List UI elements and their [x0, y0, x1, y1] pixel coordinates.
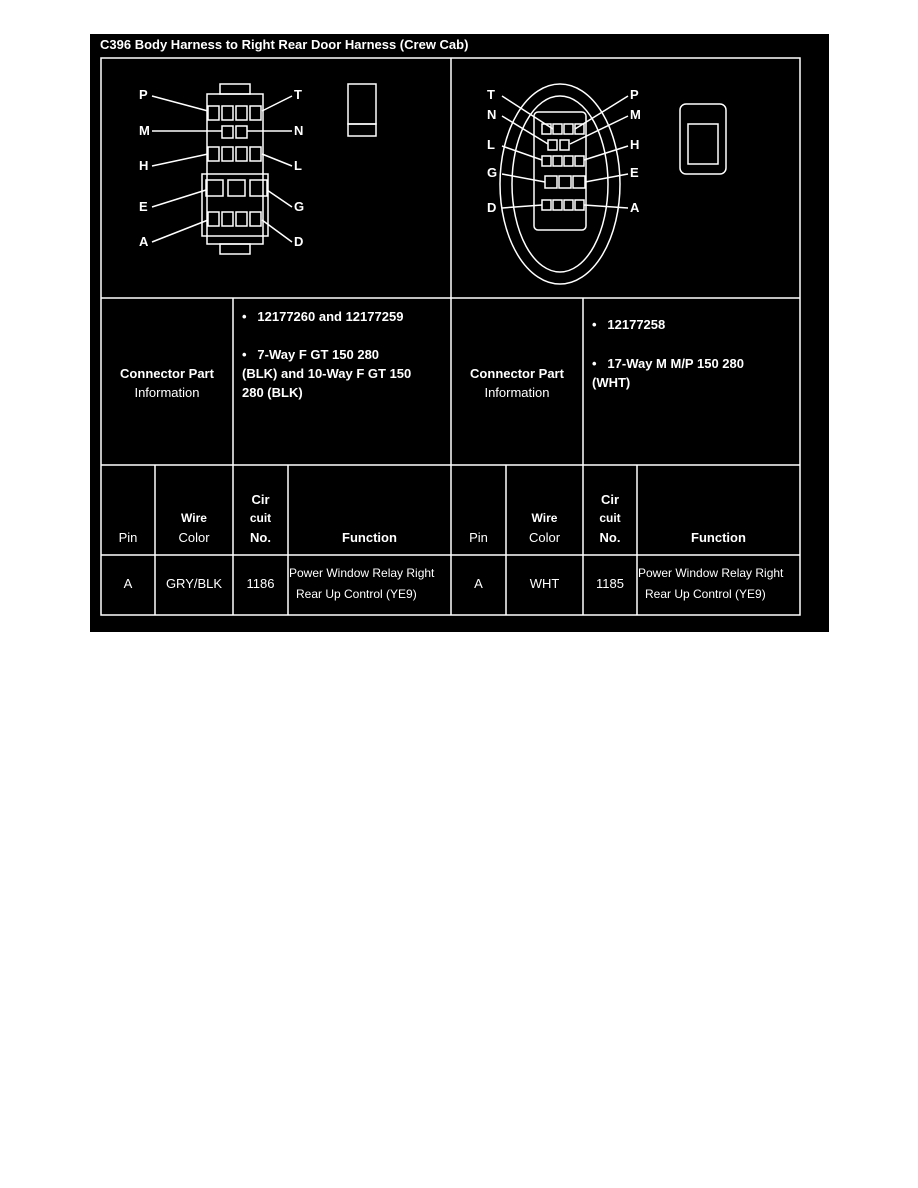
header-circuit: Cir cuit No.	[599, 492, 621, 545]
header-pin: Pin	[469, 530, 488, 545]
header-wire-color: Wire Color	[178, 511, 210, 545]
header-pin: Pin	[118, 530, 138, 545]
table-cell-wire-color: WHT	[529, 576, 560, 591]
header-wire-color: Wire Color	[528, 511, 561, 545]
table-cell-pin: A	[123, 576, 133, 591]
pin-label: G	[487, 165, 498, 180]
pin-label: P	[630, 87, 639, 102]
connector-info-label: Connector Part Information	[120, 366, 214, 400]
table-cell-pin: A	[474, 576, 483, 591]
table-cell-circuit: 1185	[596, 576, 624, 591]
pin-label: N	[487, 107, 497, 122]
connector-description: • 7-Way F GT 150 280 (BLK) and 10-Way F GT 150 280 (BLK)	[242, 347, 412, 400]
pin-label: T	[487, 87, 495, 102]
left-connector-diagram	[152, 84, 376, 254]
pin-label: D	[487, 200, 497, 215]
pin-label: E	[139, 199, 148, 214]
page-title: C396 Body Harness to Right Rear Door Harness (Crew Cab)	[100, 37, 469, 52]
pin-label: L	[294, 158, 302, 173]
header-function: Function	[342, 530, 397, 545]
right-connector-diagram	[500, 84, 726, 284]
pin-label: P	[139, 87, 148, 102]
pin-label: L	[487, 137, 495, 152]
pin-label: D	[294, 234, 304, 249]
header-circuit: Cir cuit No.	[249, 492, 272, 545]
pin-label: M	[139, 123, 150, 138]
pin-label: H	[630, 137, 640, 152]
connector-description: • 17-Way M M/P 150 280 (WHT)	[592, 356, 744, 390]
part-numbers: • 12177260 and 12177259	[242, 309, 404, 324]
pin-label: E	[630, 165, 639, 180]
pin-label: H	[139, 158, 149, 173]
table-cell-function: Power Window Relay Right Rear Up Control (YE9)	[289, 566, 435, 601]
part-numbers: • 12177258	[592, 317, 666, 332]
table-cell-wire-color: GRY/BLK	[165, 576, 223, 591]
table-cell-circuit: 1186	[246, 576, 275, 591]
connector-info-label: Connector Part Information	[470, 366, 564, 400]
pin-label: M	[630, 107, 641, 122]
pin-label: T	[294, 87, 302, 102]
header-function: Function	[691, 530, 746, 545]
pin-label: N	[294, 123, 304, 138]
pin-label: A	[139, 234, 149, 249]
table-cell-function: Power Window Relay Right Rear Up Control (YE9)	[638, 566, 784, 601]
connector-panel	[90, 34, 829, 632]
pin-label: A	[630, 200, 640, 215]
pin-label: G	[294, 199, 305, 214]
